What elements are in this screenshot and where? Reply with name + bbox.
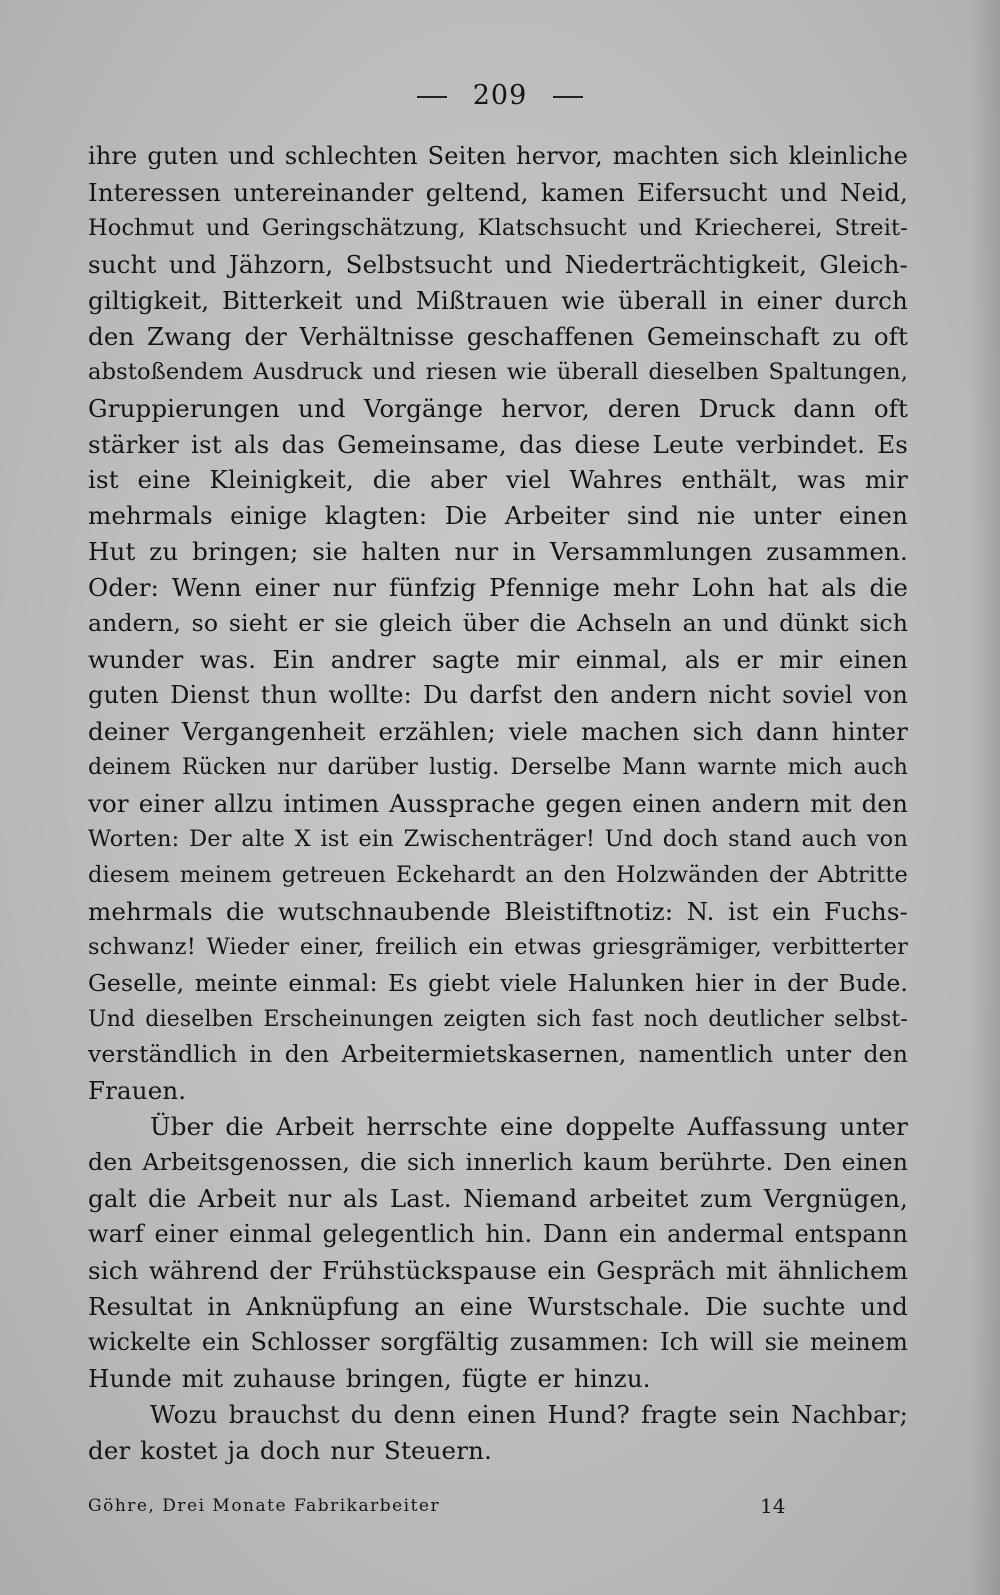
text-line: Geselle, meinte einmal: Es giebt viele Halunken hier in der Bude. (88, 968, 908, 997)
text-line: sich während der Frühstückspause ein Gespräch mit ähnlichem (88, 1256, 908, 1286)
text-line: mehrmals die wutschnaubende Bleistiftnotiz: N. ist ein Fuchs- (88, 896, 908, 926)
text-line: deinem Rücken nur darüber lustig. Derselbe Mann warnte mich auch (88, 754, 908, 780)
text-line: diesem meinem getreuen Eckehardt an den Holzwänden der Abtritte (88, 861, 908, 888)
body-text (88, 139, 908, 1469)
text-line: verständlich in den Arbeitermietskasernen, namentlich unter den (88, 1040, 908, 1069)
text-line: giltigkeit, Bitterkeit und Mißtrauen wie überall in einer durch (88, 285, 908, 315)
text-line: Gruppierungen und Vorgänge hervor, deren Druck dann oft (88, 393, 908, 423)
text-line: Und dieselben Erscheinungen zeigten sich fast noch deutlicher selbst- (88, 1006, 908, 1032)
paragraph-start-line: Wozu brauchst du denn einen Hund? fragte sein Nachbar; (150, 1399, 908, 1429)
text-line: stärker ist als das Gemeinsame, das diese Leute verbindet. Es (88, 429, 908, 459)
text-line: den Zwang der Verhältnisse geschaffenen Gemeinschaft zu oft (88, 321, 908, 351)
paragraph-end-line: Hunde mit zuhause bringen, fügte er hinzu. (88, 1363, 651, 1393)
text-line: Resultat in Anknüpfung an eine Wurstschale. Die suchte und (88, 1292, 908, 1321)
text-line: sucht und Jähzorn, Selbstsucht und Niederträchtigkeit, Gleich- (88, 249, 908, 279)
text-line: schwanz! Wieder einer, freilich ein etwas griesgrämiger, verbitterter (88, 933, 908, 960)
text-line: Hochmut und Geringschätzung, Klatschsucht und Kriecherei, Streit- (88, 214, 908, 241)
text-line: deiner Vergangenheit erzählen; viele machen sich dann hinter (88, 717, 908, 746)
text-line: vor einer allzu intimen Aussprache gegen einen andern mit den (88, 788, 908, 818)
text-line: Hut zu bringen; sie halten nur in Versammlungen zusammen. (88, 537, 908, 567)
text-line: wickelte ein Schlosser sorgfältig zusammen: Ich will sie meinem (88, 1327, 908, 1356)
signature-mark: 14 (760, 1494, 786, 1518)
text-line: mehrmals einige klagten: Die Arbeiter sind nie unter einen (88, 501, 908, 531)
paragraph-end-line: Frauen. (88, 1076, 187, 1106)
text-line: ist eine Kleinigkeit, die aber viel Wahres enthält, was mir (88, 465, 908, 495)
text-line: Worten: Der alte X ist ein Zwischenträger! Und doch stand auch von (88, 825, 908, 852)
text-line: galt die Arbeit nur als Last. Niemand arbeitet zum Vergnügen, (88, 1184, 908, 1214)
text-line: Oder: Wenn einer nur fünfzig Pfennige mehr Lohn hat als die (88, 573, 908, 603)
header-dash-left (417, 96, 447, 98)
text-line: ihre guten und schlechten Seiten hervor, machten sich kleinliche (88, 142, 908, 170)
text-line: wunder was. Ein andrer sagte mir einmal, als er mir einen (88, 645, 908, 675)
text-line: den Arbeitsgenossen, die sich innerlich kaum berührte. Den einen (88, 1148, 908, 1177)
text-line: warf einer einmal gelegentlich hin. Dann ein andermal entspann (88, 1220, 908, 1249)
running-footer-title: Göhre, Drei Monate Fabrikarbeiter (88, 1496, 441, 1516)
page-header (0, 80, 1000, 111)
text-line: guten Dienst thun wollte: Du darfst den andern nicht soviel von (88, 681, 908, 710)
paragraph-start-line: Über die Arbeit herrschte eine doppelte Auffassung unter (150, 1112, 908, 1142)
paragraph-end-line: der kostet ja doch nur Steuern. (88, 1435, 492, 1465)
page-number: 209 (472, 80, 528, 111)
header-dash-right (553, 96, 583, 98)
text-line: Interessen untereinander geltend, kamen Eifersucht und Neid, (88, 177, 908, 207)
text-line: andern, so sieht er sie gleich über die Achseln an und dünkt sich (88, 609, 908, 638)
text-line: abstoßendem Ausdruck und riesen wie überall dieselben Spaltungen, (88, 358, 908, 385)
